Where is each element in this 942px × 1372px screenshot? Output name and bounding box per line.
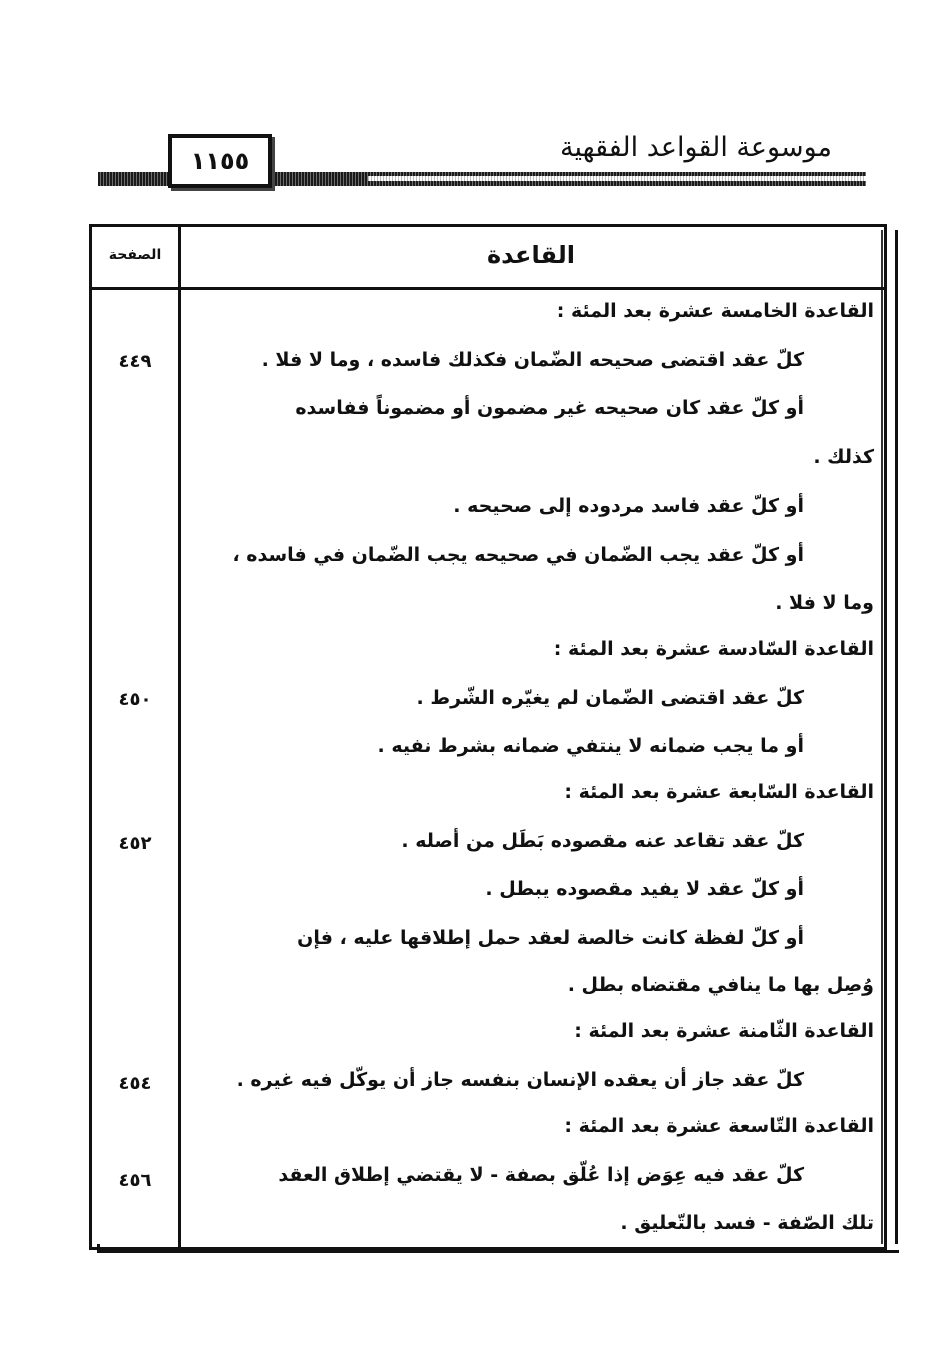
column-divider <box>178 227 181 1247</box>
book-title: موسوعة القواعد الفقهية <box>560 132 832 163</box>
rule-heading: القاعدة السّادسة عشرة بعد المئة : <box>553 638 874 660</box>
rule-text-line: كلّ عقد اقتضى صحيحه الضّمان فكذلك فاسده ، وما لا فلا . <box>261 349 804 371</box>
rule-text-line: كلّ عقد اقتضى الضّمان لم يغيّره الشّرط . <box>416 687 804 709</box>
rule-variant-line: أو كلّ عقد لا يفيد مقصوده يبطل . <box>485 878 804 900</box>
rule-text-line: وُصِل بها ما ينافي مقتضاه بطل . <box>567 974 874 996</box>
rule-text-line: كلّ عقد فيه عِوَض إذا عُلّق بصفة - لا يقتضي إطلاق العقد <box>278 1164 804 1186</box>
rule-text-line: كلّ عقد تقاعد عنه مقصوده بَطَل من أصله . <box>401 830 804 852</box>
rule-page-number: ٤٥٠ <box>118 689 152 710</box>
page-number: ١١٥٥ <box>168 134 272 188</box>
column-header-page: الصفحة <box>108 247 162 263</box>
rule-heading: القاعدة الخامسة عشرة بعد المئة : <box>556 300 874 322</box>
rule-page-number: ٤٥٤ <box>118 1073 152 1094</box>
header-divider <box>92 287 884 290</box>
rule-heading: القاعدة التّاسعة عشرة بعد المئة : <box>564 1115 874 1137</box>
rule-heading: القاعدة السّابعة عشرة بعد المئة : <box>564 781 874 803</box>
rule-text-line: تلك الصّفة - فسد بالتّعليق . <box>620 1212 874 1234</box>
rule-page-number: ٤٤٩ <box>118 351 152 372</box>
rule-text-line: وما لا فلا . <box>775 592 874 614</box>
rule-variant-line: أو كلّ عقد كان صحيحه غير مضمون أو مضموناً ففاسده <box>295 397 804 419</box>
rule-text-line: كذلك . <box>813 446 874 468</box>
rule-heading: القاعدة الثّامنة عشرة بعد المئة : <box>574 1020 874 1042</box>
rule-variant-line: أو كلّ عقد يجب الضّمان في صحيحه يجب الضّمان في فاسده ، <box>232 544 804 566</box>
rules-table <box>89 224 887 1250</box>
rule-text-line: كلّ عقد جاز أن يعقده الإنسان بنفسه جاز أن يوكّل فيه غيره . <box>236 1069 804 1091</box>
rule-variant-line: أو كلّ لفظة كانت خالصة لعقد حمل إطلاقها عليه ، فإن <box>297 927 804 949</box>
rule-variant-line: أو كلّ عقد فاسد مردوده إلى صحيحه . <box>453 495 804 517</box>
rule-page-number: ٤٥٢ <box>118 833 152 854</box>
rule-page-number: ٤٥٦ <box>118 1170 152 1191</box>
rule-variant-line: أو ما يجب ضمانه لا ينتفي ضمانه بشرط نفيه . <box>377 735 804 757</box>
column-header-rule: القاعدة <box>487 241 575 269</box>
